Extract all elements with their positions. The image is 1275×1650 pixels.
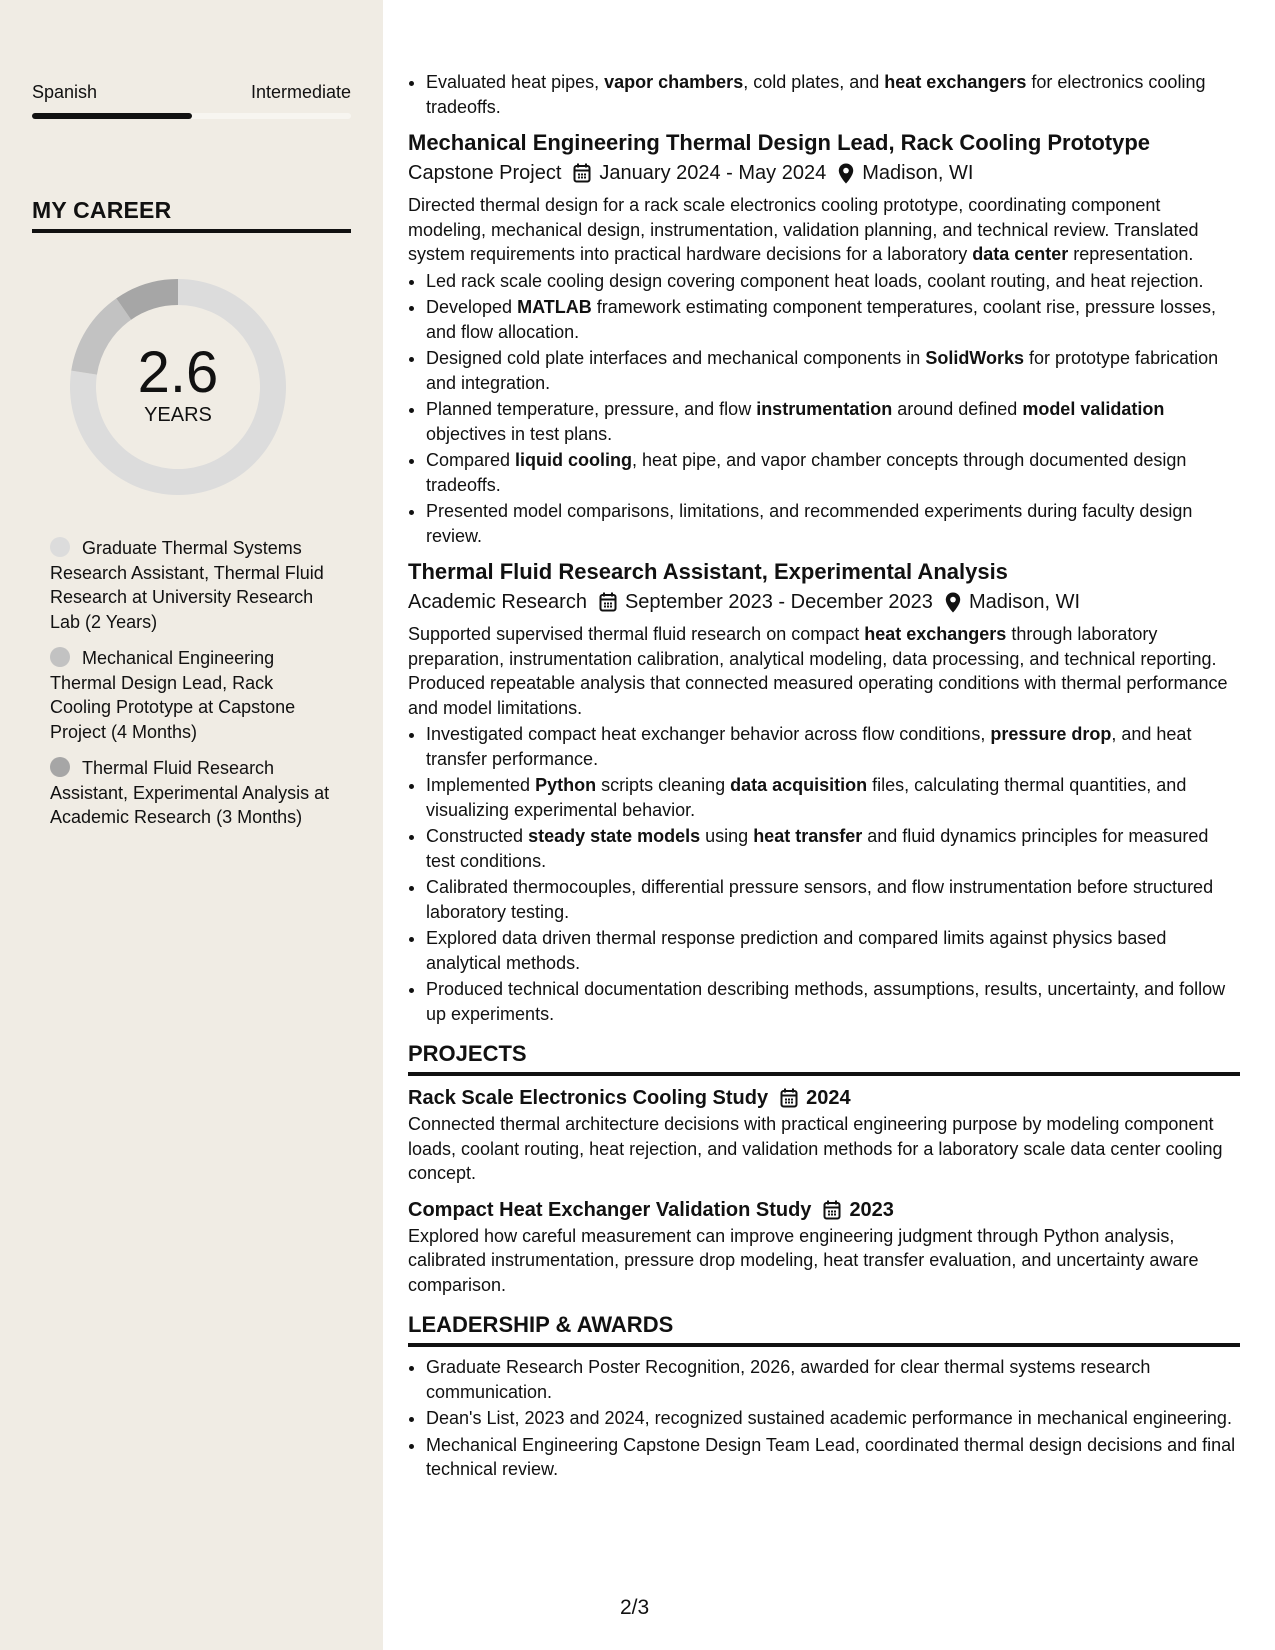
legend-dot	[50, 757, 70, 777]
project-title-row	[408, 1196, 1240, 1224]
bold-text: Python	[535, 775, 597, 795]
bold-text: model validation	[1022, 399, 1165, 419]
bold-text: steady state models	[528, 826, 701, 846]
text-run: framework estimating component temperatures, coolant rise, pressure losses, and flow allocation.	[426, 297, 1217, 342]
bold-text: instrumentation	[756, 399, 893, 419]
text-run: and fluid dynamics principles for measured test conditions.	[426, 826, 1209, 871]
project-description: Explored how careful measurement can improve engineering judgment through Python analysis, calibrated instrumentation, pressure drop modeling, heat transfer evaluation, and uncertainty aware comparison.	[408, 1225, 1199, 1295]
experience-list	[408, 128, 1240, 1026]
career-legend-text: Graduate Thermal Systems Research Assistant, Thermal Fluid Research at University Research Lab (2 Years)	[50, 538, 324, 632]
job-dates: September 2023 - December 2023	[624, 591, 933, 613]
bold-text: data acquisition	[730, 775, 868, 795]
calendar-icon	[780, 1088, 798, 1108]
text-run: Explored data driven thermal response prediction and compared limits against physics based analytical methods.	[426, 928, 1167, 973]
bold-text: pressure drop	[990, 724, 1112, 744]
award-item: • Dean's List, 2023 and 2024, recognized sustained academic performance in mechanical engineering.	[426, 1406, 1240, 1431]
job-meta	[408, 158, 1240, 188]
location-pin-icon	[945, 592, 961, 613]
job-dates: January 2024 - May 2024	[599, 162, 827, 184]
bullet-item	[426, 269, 1240, 294]
career-total	[63, 272, 293, 502]
job-organization: Capstone Project	[408, 162, 562, 184]
projects-heading: PROJECTS	[408, 1040, 1240, 1076]
text-run: objectives in test plans.	[426, 423, 613, 444]
project-description: Connected thermal architecture decisions with practical engineering purpose by modeling component loads, coolant routing, heat rejection, and validation methods for a laboratory scale data center cooling concept.	[408, 1114, 1223, 1183]
bullet-item	[426, 70, 1240, 119]
job-meta	[408, 587, 1240, 617]
award-item: • Graduate Research Poster Recognition, 2026, awarded for clear thermal systems research communication.	[426, 1355, 1240, 1404]
leadership-heading: LEADERSHIP & AWARDS	[408, 1311, 1240, 1347]
text-run: Evaluated heat pipes,	[426, 72, 605, 92]
career-legend	[50, 536, 330, 842]
job-entry	[408, 128, 1240, 548]
job-title: Mechanical Engineering Thermal Design Lead, Rack Cooling Prototype	[408, 130, 1151, 155]
bullet-item	[426, 977, 1240, 1026]
job-entry	[408, 557, 1240, 1026]
job-bullets	[408, 722, 1240, 1026]
bold-text: MATLAB	[517, 297, 592, 317]
text-run: , cold plates, and	[743, 72, 885, 92]
bold-text: heat exchangers	[884, 72, 1027, 92]
award-item: • Mechanical Engineering Capstone Design Team Lead, coordinated thermal design decisions and final technical review.	[426, 1433, 1240, 1482]
career-legend-text: Mechanical Engineering Thermal Design Lead, Rack Cooling Prototype at Capstone Project (4 Months)	[50, 648, 296, 742]
career-heading: MY CAREER	[32, 197, 351, 233]
language-proficiency-fill	[32, 113, 192, 119]
text-run: Led rack scale cooling design covering component heat loads, coolant routing, and heat rejection.	[426, 270, 1204, 291]
bullet-item	[426, 499, 1240, 548]
job-location: Madison, WI	[968, 591, 1081, 613]
text-run: Constructed	[426, 826, 529, 846]
bold-text: vapor chambers	[604, 72, 744, 92]
text-run: files, calculating thermal quantities, and visualizing experimental behavior.	[426, 775, 1187, 820]
calendar-icon	[823, 1200, 841, 1220]
bullet-item	[426, 295, 1240, 344]
text-run: for prototype fabrication and integration.	[426, 348, 1219, 393]
text-run: Investigated compact heat exchanger behavior across flow conditions,	[426, 724, 991, 744]
bullet-item	[426, 875, 1240, 924]
project-entry	[408, 1196, 1240, 1298]
bullet-item	[426, 448, 1240, 497]
text-run: representation.	[1068, 244, 1194, 264]
project-year: 2023	[849, 1198, 894, 1221]
text-run: Compared	[426, 450, 516, 470]
bullet-item	[426, 824, 1240, 873]
career-legend-item	[50, 536, 330, 634]
page-number: 2/3	[620, 1596, 650, 1619]
text-run: , heat pipe, and vapor chamber concepts through documented design tradeoffs.	[426, 450, 1187, 495]
sidebar	[0, 0, 383, 1650]
projects-list	[408, 1084, 1240, 1297]
location-pin-icon	[838, 163, 854, 184]
job-summary	[408, 193, 1240, 267]
career-legend-text: Thermal Fluid Research Assistant, Experimental Analysis at Academic Research (3 Months)	[50, 758, 330, 827]
bold-text: SolidWorks	[925, 348, 1024, 368]
bullet-item	[426, 773, 1240, 822]
bold-text: data center	[972, 244, 1069, 264]
text-run: Calibrated thermocouples, differential pressure sensors, and flow instrumentation before structured laboratory testing.	[426, 877, 1214, 922]
leadership-list	[408, 1355, 1240, 1482]
text-run: scripts cleaning	[596, 775, 731, 795]
career-donut-chart	[63, 272, 293, 502]
job-organization: Academic Research	[408, 591, 587, 613]
text-run: using	[700, 826, 754, 846]
project-title: Rack Scale Electronics Cooling Study	[408, 1087, 769, 1109]
text-run: Directed thermal design for a rack scale electronics cooling prototype, coordinating component modeling, mechanical design, instrumentation, validation planning, and technical review. Translated system requirements into practical hardware decisions for a laboratory	[408, 195, 1199, 264]
text-run: Designed cold plate interfaces and mechanical components in	[426, 348, 926, 368]
text-run: Implemented	[426, 775, 536, 795]
text-run: Produced technical documentation describing methods, assumptions, results, uncertainty, and follow up experiments.	[426, 979, 1226, 1024]
bold-text: liquid cooling	[515, 450, 633, 470]
language-proficiency-bar	[32, 113, 351, 119]
career-total-value: 2.6	[137, 339, 219, 405]
main-content	[408, 70, 1240, 1484]
bold-text: heat exchangers	[864, 624, 1007, 644]
job-summary	[408, 622, 1240, 720]
text-run: through laboratory preparation, instrumentation calibration, analytical modeling, data processing, and technical reporting. Produced repeatable analysis that connected measured operating conditions with thermal performance and model limitations.	[408, 624, 1228, 718]
text-run: Planned temperature, pressure, and flow	[426, 399, 757, 419]
language-row	[32, 82, 351, 103]
bullet-item	[426, 346, 1240, 395]
text-run: for electronics cooling tradeoffs.	[426, 72, 1206, 117]
bullet-item	[426, 397, 1240, 446]
career-legend-item	[50, 756, 330, 830]
text-run: Presented model comparisons, limitations, and recommended experiments during faculty design review.	[426, 501, 1193, 546]
job-bullets	[408, 269, 1240, 549]
continued-bullets	[408, 70, 1240, 119]
language-level: Intermediate	[250, 82, 351, 102]
job-location: Madison, WI	[862, 162, 974, 184]
legend-dot	[50, 537, 70, 557]
project-title: Compact Heat Exchanger Validation Study	[408, 1198, 812, 1221]
project-title-row	[408, 1084, 1240, 1112]
calendar-icon	[599, 592, 617, 612]
calendar-icon	[573, 163, 591, 183]
text-run: around defined	[892, 399, 1023, 419]
project-entry	[408, 1084, 1240, 1186]
bullet-item	[426, 926, 1240, 975]
legend-dot	[50, 647, 70, 667]
career-total-unit: YEARS	[144, 403, 212, 426]
job-title: Thermal Fluid Research Assistant, Experimental Analysis	[408, 559, 1008, 584]
project-year: 2024	[806, 1087, 851, 1109]
bullet-item	[426, 722, 1240, 771]
career-legend-item	[50, 646, 330, 744]
language-name: Spanish	[32, 82, 98, 102]
text-run: Supported supervised thermal fluid research on compact	[408, 624, 865, 644]
bold-text: heat transfer	[753, 826, 863, 846]
text-run: , and heat transfer performance.	[426, 724, 1192, 769]
text-run: Developed	[426, 297, 518, 317]
